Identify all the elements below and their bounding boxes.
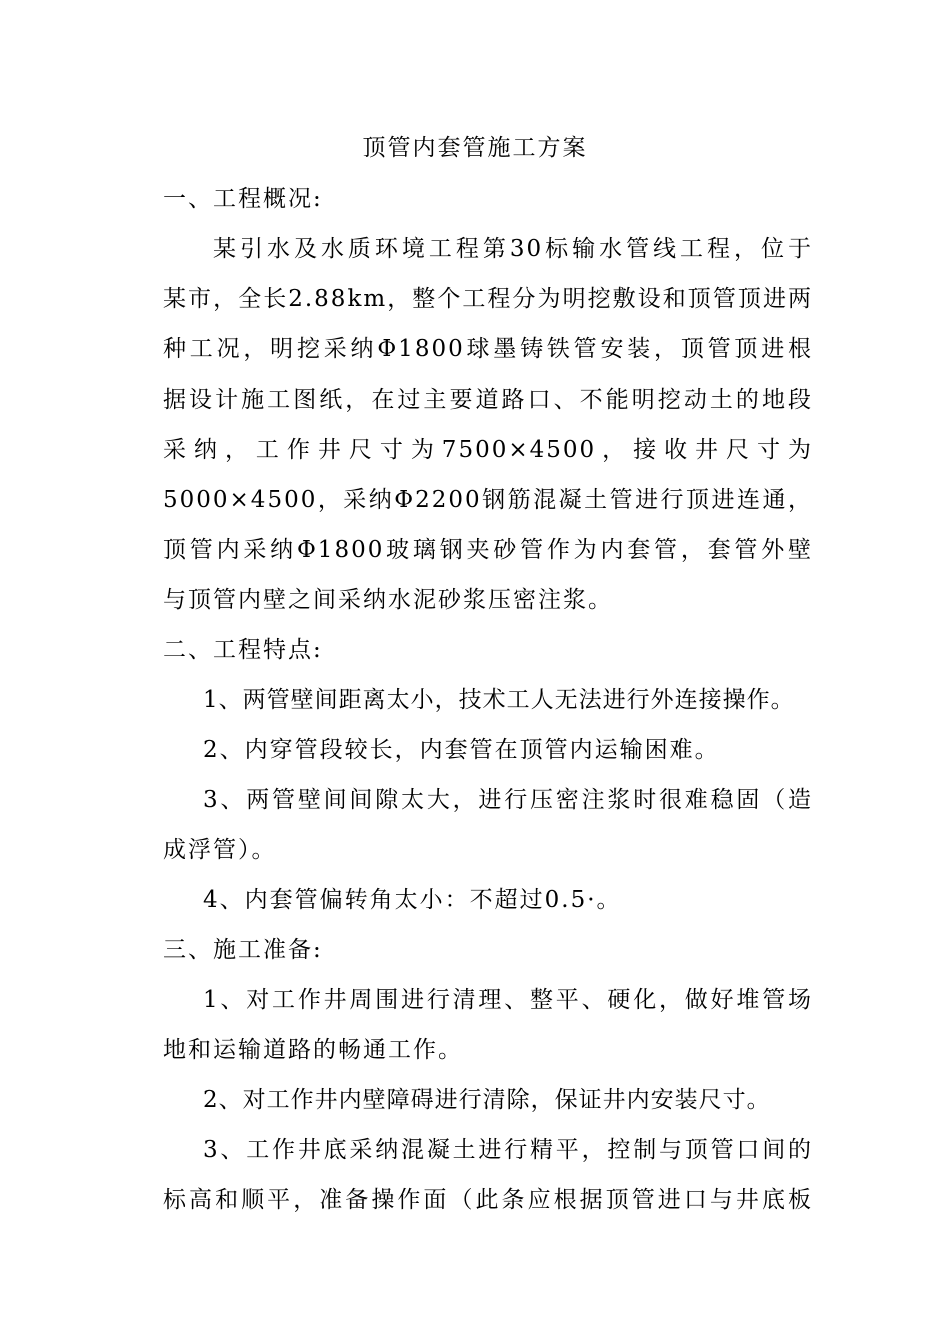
- paragraph-line: 种工况，明挖采纳Φ1800球墨铸铁管安装，顶管顶进根: [163, 336, 813, 362]
- list-item: 1、对工作井周围进行清理、整平、硬化，做好堆管场: [203, 987, 813, 1013]
- list-item-continuation: 标高和顺平，准备操作面（此条应根据顶管进口与井底板: [163, 1187, 813, 1213]
- paragraph-line: 采纳，工作井尺寸为7500×4500，接收井尺寸为: [163, 437, 813, 463]
- paragraph-line: 某市，全长2.88km，整个工程分为明挖敷设和顶管顶进两: [163, 286, 813, 312]
- paragraph-line: 顶管内采纳Φ1800玻璃钢夹砂管作为内套管，套管外壁: [163, 537, 813, 563]
- paragraph-line: 据设计施工图纸，在过主要道路口、不能明挖动土的地段: [163, 387, 813, 413]
- list-item-continuation: 地和运输道路的畅通工作。: [163, 1037, 463, 1063]
- list-item: 2、内穿管段较长，内套管在顶管内运输困难。: [203, 737, 720, 763]
- paragraph-line: 5000×4500，采纳Φ2200钢筋混凝土管进行顶进连通，: [163, 487, 813, 513]
- section-heading-preparation: 三、施工准备:: [163, 937, 323, 963]
- list-item: 2、对工作井内壁障碍进行清除，保证井内安装尺寸。: [203, 1087, 771, 1113]
- paragraph-line: 与顶管内壁之间采纳水泥砂浆压密注浆。: [163, 587, 613, 613]
- document-title: 顶管内套管施工方案: [362, 135, 588, 161]
- section-heading-overview: 一、工程概况:: [163, 186, 323, 212]
- list-item: 3、工作井底采纳混凝土进行精平，控制与顶管口间的: [203, 1137, 813, 1163]
- list-item: 4、内套管偏转角太小：不超过0.5·。: [203, 887, 622, 913]
- list-item: 3、两管壁间间隙太大，进行压密注浆时很难稳固（造: [203, 787, 813, 813]
- list-item-continuation: 成浮管）。: [163, 837, 277, 863]
- paragraph-line: 某引水及水质环境工程第30标输水管线工程，位于: [213, 236, 813, 262]
- section-heading-features: 二、工程特点:: [163, 637, 323, 663]
- list-item: 1、两管壁间距离太小，技术工人无法进行外连接操作。: [203, 687, 795, 713]
